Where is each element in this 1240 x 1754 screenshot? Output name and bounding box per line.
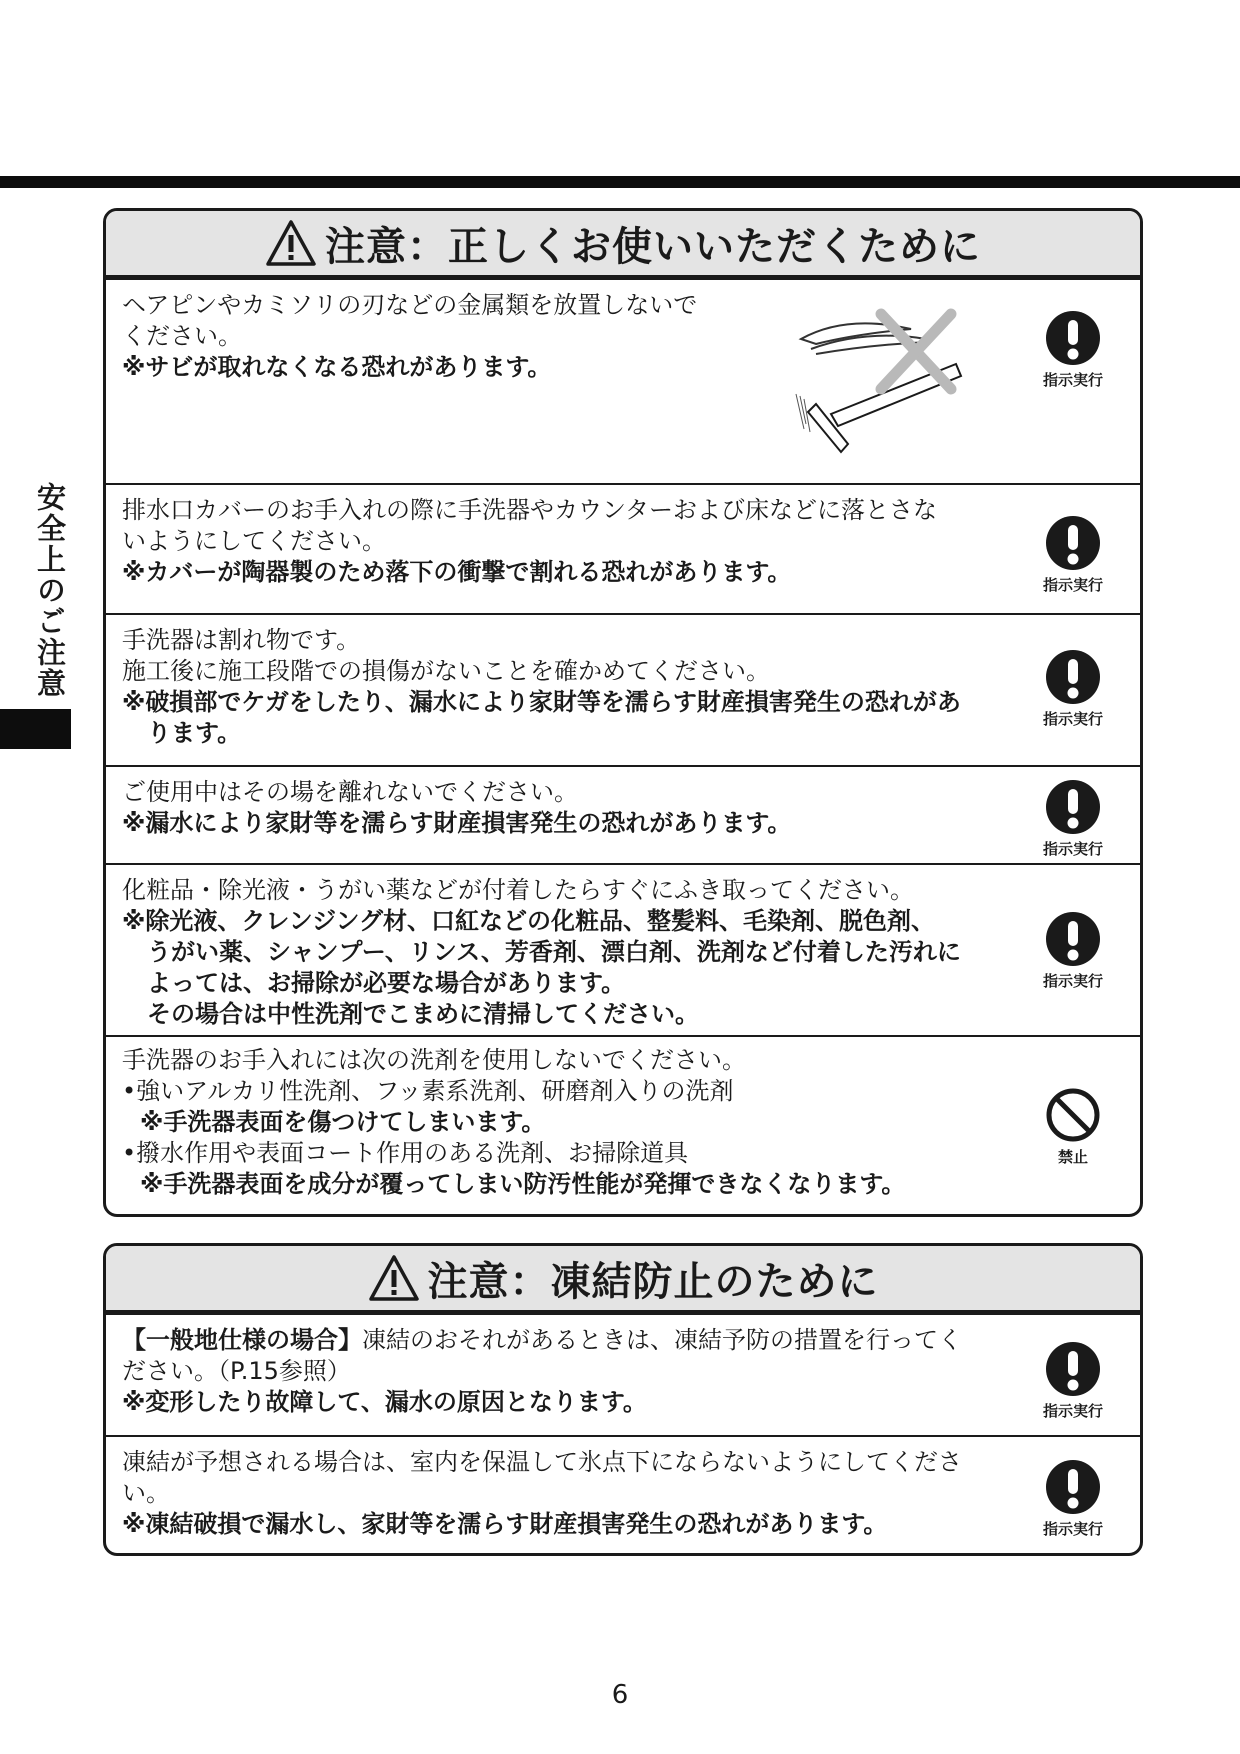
exclamation-icon xyxy=(1045,1459,1101,1515)
razor-hairpin-illustration xyxy=(786,294,976,464)
caution-box-freeze-prevention xyxy=(103,1243,1143,1556)
instruction-badge: 指示実行 xyxy=(1034,1341,1112,1421)
instruction-badge: 指示実行 xyxy=(1034,779,1112,859)
section-title: 注意：凍結防止のために xyxy=(368,1250,879,1307)
exclamation-icon xyxy=(1045,649,1101,705)
caution-item: 排水口カバーのお手入れの際に手洗器やカウンターおよび床などに落とさな いようにしてください。 ※カバーが陶器製のため落下の衝撃で割れる恐れがあります。 指示実行 xyxy=(106,483,1140,613)
instruction-badge: 指示実行 xyxy=(1034,911,1112,991)
exclamation-icon xyxy=(1045,515,1101,571)
caution-item: 凍結が予想される場合は、室内を保温して氷点下にならないようにしてくださ い。 ※凍結破損で漏水し、家財等を濡らす財産損害発生の恐れがあります。 指示実行 xyxy=(106,1435,1140,1553)
section-header xyxy=(106,211,1140,278)
caution-item: 手洗器は割れ物です。 施工後に施工段階での損傷がないことを確かめてください。 ※破損部でケガをしたり、漏水により家財等を濡らす財産損害発生の恐れがあ ります。 指示実行 xyxy=(106,613,1140,765)
side-tab-label: 安全上のご注意 xyxy=(33,482,67,699)
exclamation-icon xyxy=(1045,779,1101,835)
side-tab-marker xyxy=(0,709,71,749)
page-number: 6 xyxy=(611,1680,629,1710)
caution-item: 手洗器のお手入れには次の洗剤を使用しないでください。 •強いアルカリ性洗剤、フッ素系洗剤、研磨剤入りの洗剤 ※手洗器表面を傷つけてしまいます。 •撥水作用や表面コート作用のある洗剤、お掃除道具 ※手洗器表面を成分が覆ってしまい防汚性能が発揮できなくなります。 禁止 xyxy=(106,1035,1140,1216)
prohibited-badge: 禁止 xyxy=(1034,1087,1112,1167)
instruction-badge: 指示実行 xyxy=(1034,515,1112,595)
section-title: 注意：正しくお使いいただくために xyxy=(265,215,981,272)
top-rule xyxy=(0,176,1240,188)
exclamation-icon xyxy=(1045,310,1101,366)
exclamation-icon xyxy=(1045,911,1101,967)
caution-item: 【一般地仕様の場合】凍結のおそれがあるときは、凍結予防の措置を行ってく ださい。（P.15参照） ※変形したり故障して、漏水の原因となります。 指示実行 xyxy=(106,1313,1140,1435)
warning-triangle-icon xyxy=(368,1254,420,1302)
caution-box-proper-use xyxy=(103,208,1143,1217)
caution-item: 化粧品・除光液・うがい薬などが付着したらすぐにふき取ってください。 ※除光液、クレンジング材、口紅などの化粧品、整髪料、毛染剤、脱色剤、 うがい薬、シャンプー、リンス、芳香剤、漂白剤、洗剤など付着した汚れに よっては、お掃除が必要な場合があります。 その場合は中性洗剤でこまめに清掃してください。 指示実行 xyxy=(106,863,1140,1035)
caution-item: ヘアピンやカミソリの刃などの金属類を放置しないで ください。 ※サビが取れなくなる恐れがあります。 指示実行 xyxy=(106,278,1140,483)
prohibited-icon xyxy=(1045,1087,1101,1143)
instruction-badge: 指示実行 xyxy=(1034,1459,1112,1539)
instruction-badge: 指示実行 xyxy=(1034,649,1112,729)
instruction-badge: 指示実行 xyxy=(1034,310,1112,390)
exclamation-icon xyxy=(1045,1341,1101,1397)
section-header xyxy=(106,1246,1140,1313)
warning-triangle-icon xyxy=(265,219,317,267)
caution-item: ご使用中はその場を離れないでください。 ※漏水により家財等を濡らす財産損害発生の恐れがあります。 指示実行 xyxy=(106,765,1140,863)
